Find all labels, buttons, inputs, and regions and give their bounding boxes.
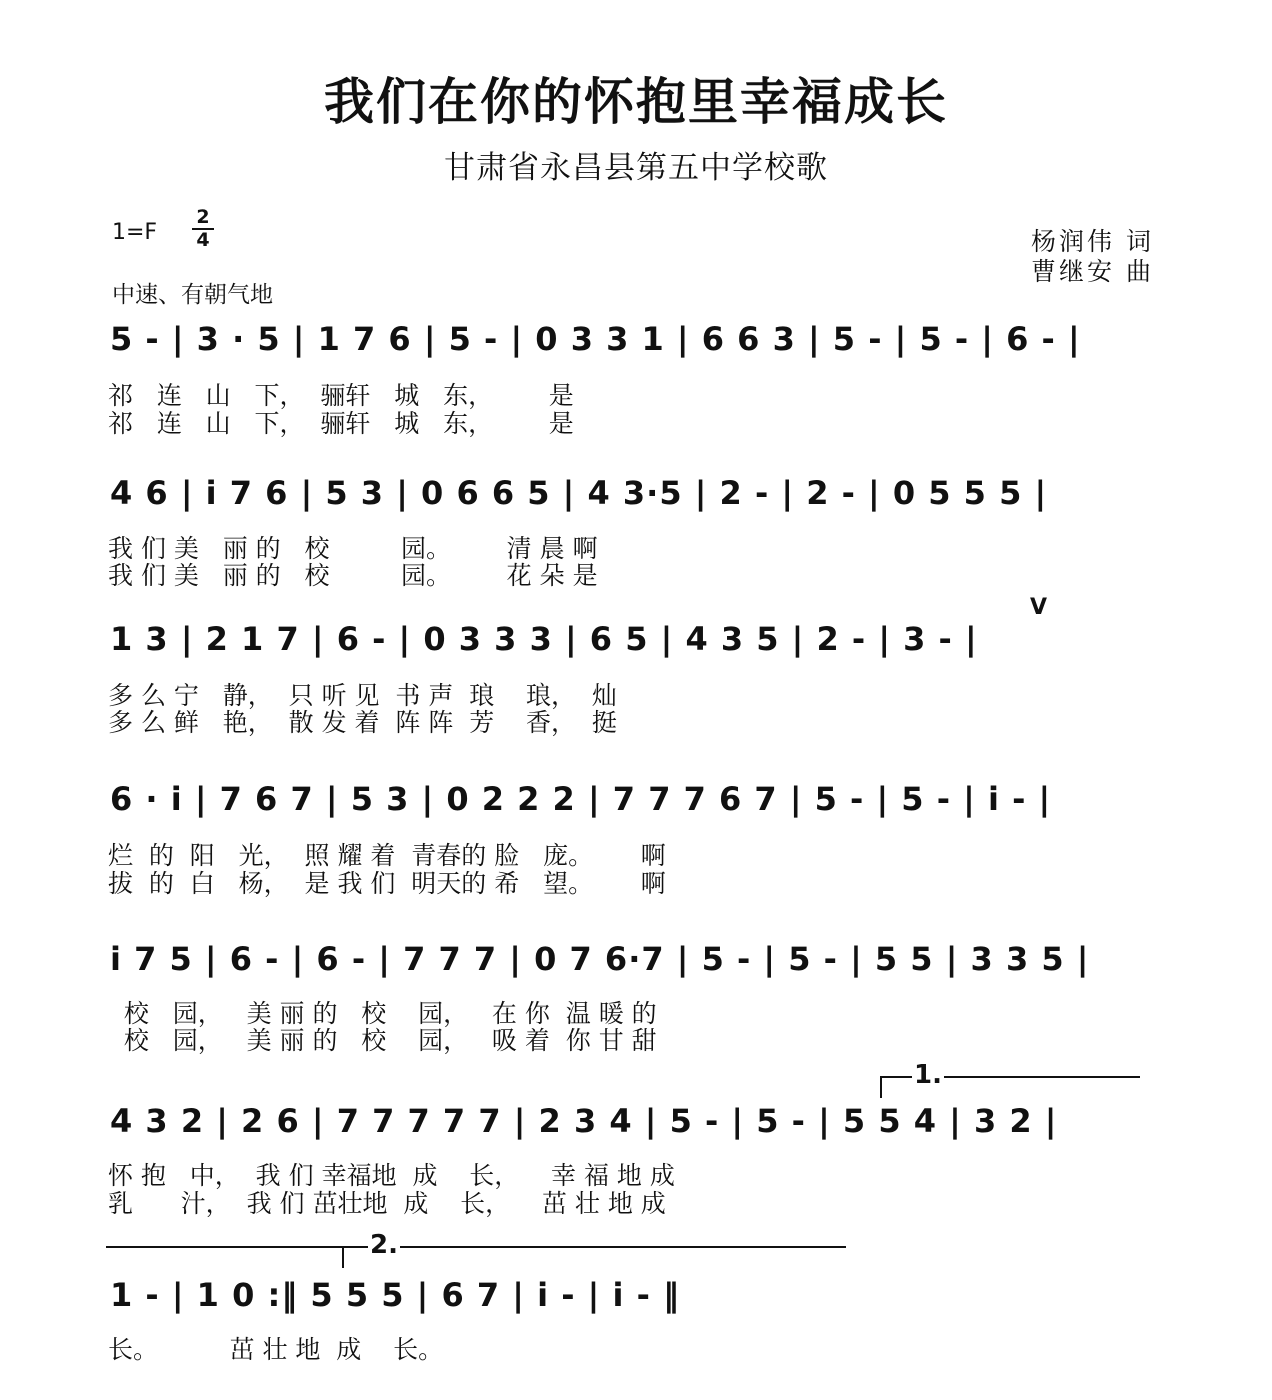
composer-credit: 曹继安 曲 bbox=[1031, 257, 1154, 286]
lyrics-row-2-verse-2: 我 们 美 丽 的 校 园。 花 朵 是 bbox=[108, 561, 598, 590]
notation-row-4: 6 · i | 7 6 7 | 5 3 | 0 2 2 2 | 7 7 7 6 7 | 5 - | 5 - | i - | bbox=[110, 780, 1052, 818]
breath-mark: V bbox=[1030, 595, 1048, 620]
notation-row-3: 1 3 | 2 1 7 | 6 - | 0 3 3 3 | 6 5 | 4 3 5 | 2 - | 3 - | bbox=[110, 620, 978, 658]
song-subtitle: 甘肃省永昌县第五中学校歌 bbox=[444, 150, 828, 186]
lyrics-row-6-verse-1: 怀 抱 中， 我 们 幸福地 成 长， 幸 福 地 成 bbox=[108, 1161, 675, 1190]
lyrics-row-5-verse-1: 校 园， 美 丽 的 校 园， 在 你 温 暖 的 bbox=[108, 999, 657, 1028]
second-ending-label: 2. bbox=[370, 1230, 398, 1260]
second-ending-bracket bbox=[342, 1230, 846, 1268]
time-signature-top: 2 bbox=[196, 206, 210, 228]
lyrics-row-1-verse-1: 祁 连 山 下， 骊轩 城 东， 是 bbox=[108, 381, 574, 410]
lyrics-row-1-verse-2: 祁 连 山 下， 骊轩 城 东， 是 bbox=[108, 409, 574, 438]
lyrics-row-6-verse-2: 乳 汁， 我 们 茁壮地 成 长， 茁 壮 地 成 bbox=[108, 1189, 666, 1218]
notation-row-6: 4 3 2 | 2 6 | 7 7 7 7 7 | 2 3 4 | 5 - | 5 - | 5 5 4 | 3 2 | bbox=[110, 1102, 1058, 1140]
first-ending-label: 1. bbox=[914, 1060, 942, 1090]
lyrics-row-3-verse-1: 多 么 宁 静， 只 听 见 书 声 琅 琅， 灿 bbox=[108, 681, 617, 710]
lyrics-row-5-verse-2: 校 园， 美 丽 的 校 园， 吸 着 你 甘 甜 bbox=[108, 1026, 657, 1055]
lyrics-row-7-verse-1: 长。 茁 壮 地 成 长。 bbox=[108, 1335, 444, 1364]
lyrics-row-4-verse-2: 拔 的 白 杨， 是 我 们 明天的 希 望。 啊 bbox=[108, 869, 666, 898]
time-signature bbox=[192, 208, 214, 250]
tempo-marking: 中速、有朝气地 bbox=[112, 282, 273, 308]
notation-row-1: 5 - | 3 · 5 | 1 7 6 | 5 - | 0 3 3 1 | 6 6 3 | 5 - | 5 - | 6 - | bbox=[110, 320, 1081, 358]
lyrics-row-4-verse-1: 烂 的 阳 光， 照 耀 着 青春的 脸 庞。 啊 bbox=[108, 841, 666, 870]
notation-row-5: i 7 5 | 6 - | 6 - | 7 7 7 | 0 7 6·7 | 5 - | 5 - | 5 5 | 3 3 5 | bbox=[110, 940, 1090, 978]
notation-row-2: 4 6 | i 7 6 | 5 3 | 0 6 6 5 | 4 3·5 | 2 - | 2 - | 0 5 5 5 | bbox=[110, 474, 1048, 512]
notation-row-7: 1 - | 1 0 :‖ 5 5 5 | 6 7 | i - | i - ‖ bbox=[110, 1276, 680, 1314]
lyrics-row-2-verse-1: 我 们 美 丽 的 校 园。 清 晨 啊 bbox=[108, 534, 598, 563]
lyrics-row-3-verse-2: 多 么 鲜 艳， 散 发 着 阵 阵 芳 香， 挺 bbox=[108, 708, 617, 737]
first-ending-bracket bbox=[880, 1060, 1140, 1098]
key-signature: 1=F bbox=[112, 220, 158, 245]
time-signature-bottom: 4 bbox=[196, 229, 210, 251]
lyricist-credit: 杨润伟 词 bbox=[1031, 227, 1154, 256]
first-ending-continuation bbox=[106, 1246, 342, 1268]
song-title: 我们在你的怀抱里幸福成长 bbox=[324, 73, 948, 131]
